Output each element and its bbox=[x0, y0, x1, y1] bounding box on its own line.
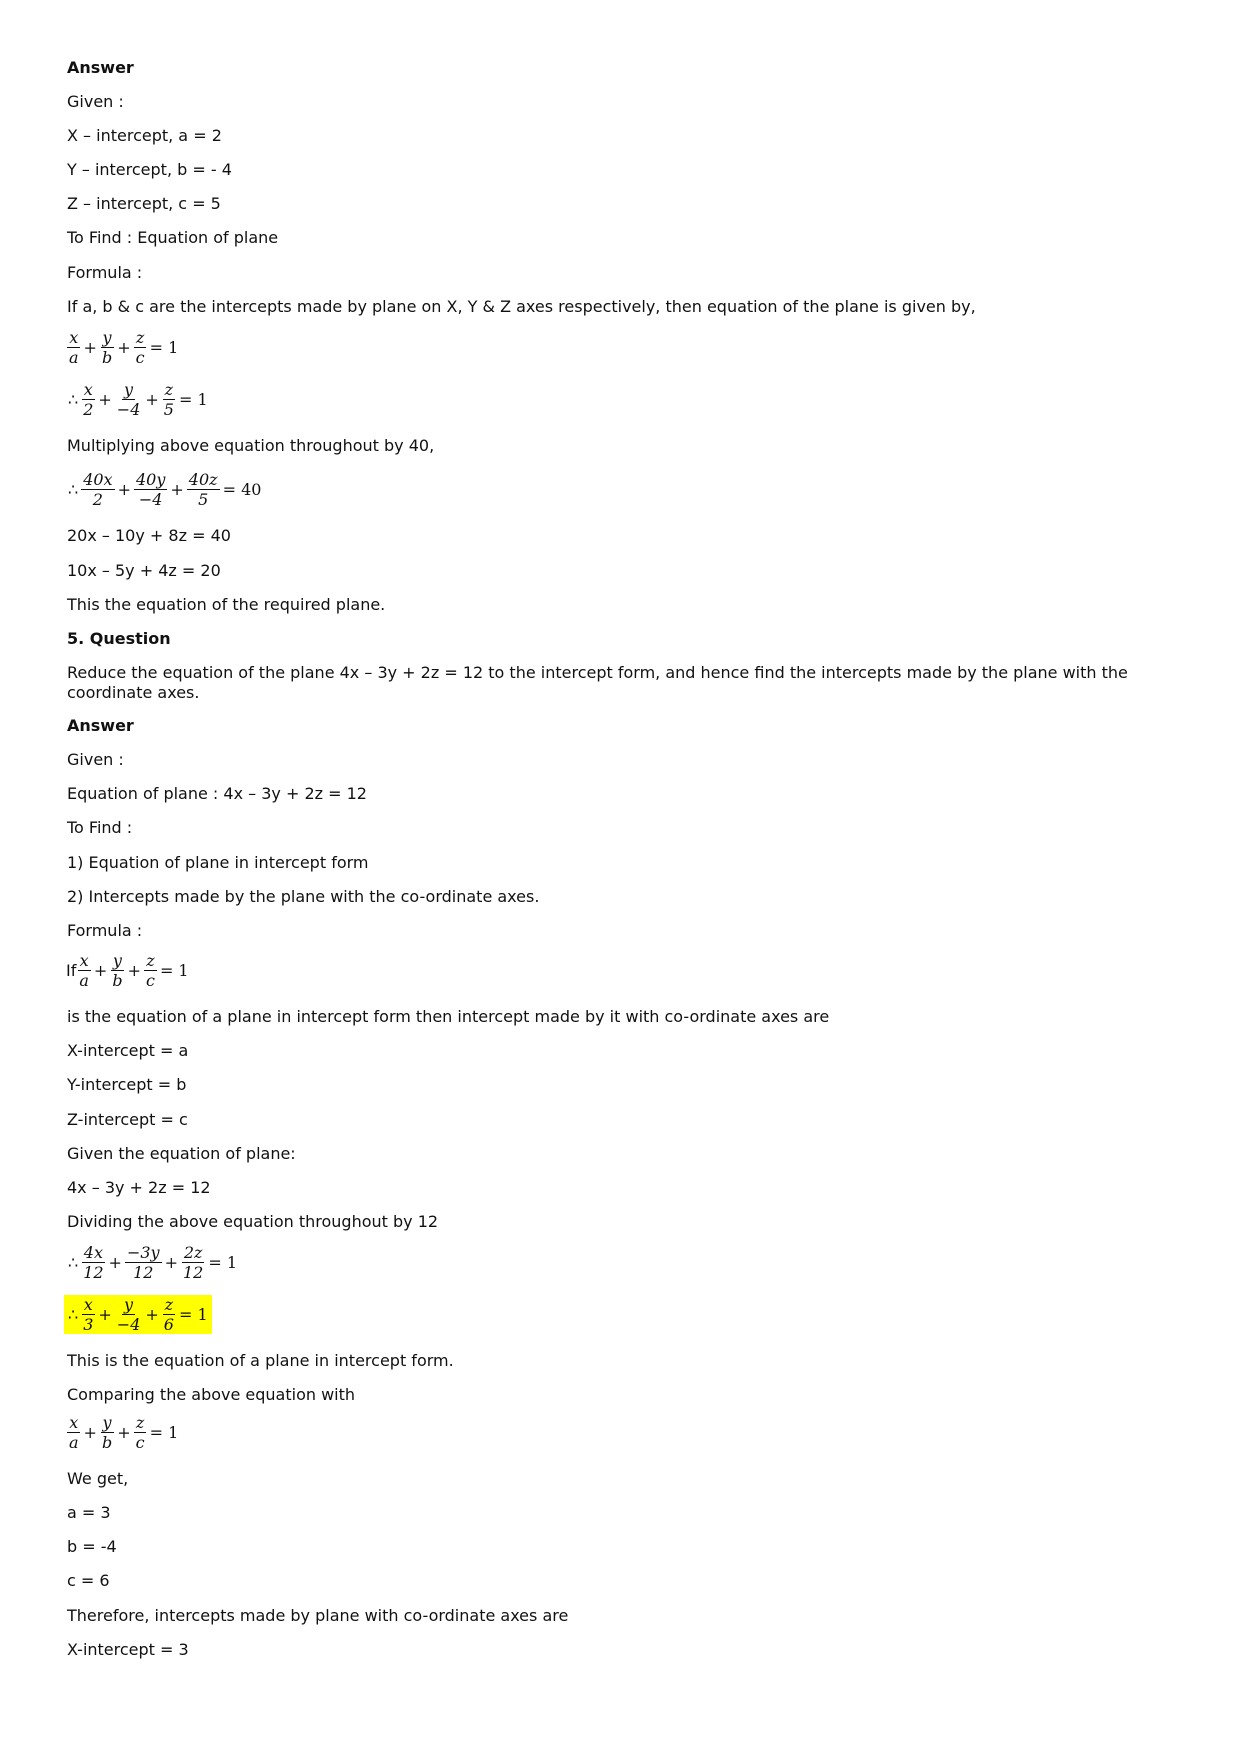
comparison-equation: $\frac{x}{a}$ + $\frac{y}{b}$ + $\frac{z}{c}$ = 1 bbox=[69, 1413, 179, 1452]
x-intercept-a: X-intercept = a bbox=[67, 1041, 189, 1060]
given-equation-label: Given the equation of plane: bbox=[67, 1144, 296, 1163]
given-label-2: Given : bbox=[67, 750, 124, 769]
intercept-form-result: This is the equation of a plane in intercept form. bbox=[67, 1351, 454, 1370]
step-line-1: 20x – 10y + 8z = 40 bbox=[67, 526, 231, 545]
dividing-line: Dividing the above equation throughout by 12 bbox=[67, 1212, 439, 1231]
formula-label: Formula : bbox=[67, 263, 143, 282]
find-item-2: 2) Intercepts made by the plane with the co-ordinate axes. bbox=[67, 887, 540, 906]
equation-of-plane-line: Equation of plane : 4x – 3y + 2z = 12 bbox=[67, 784, 367, 803]
to-find-label: To Find : bbox=[67, 818, 133, 837]
z-intercept-c: Z-intercept = c bbox=[67, 1110, 188, 1129]
result-line: This the equation of the required plane. bbox=[67, 595, 386, 614]
answer-heading-2: Answer bbox=[67, 716, 134, 735]
divided-equation: ∴ $\frac{4x}{12}$ + $\frac{-3y}{12}$ + $\frac{2z}{12}$ = 1 bbox=[68, 1243, 238, 1282]
c-value: c = 6 bbox=[67, 1571, 110, 1590]
given-label: Given : bbox=[67, 92, 124, 111]
x-intercept-result: X-intercept = 3 bbox=[67, 1640, 189, 1659]
y-intercept-b: Y-intercept = b bbox=[67, 1075, 187, 1094]
comparing-line: Comparing the above equation with bbox=[67, 1385, 356, 1404]
a-value: a = 3 bbox=[67, 1503, 111, 1522]
question-heading: 5. Question bbox=[67, 629, 171, 648]
question-text: Reduce the equation of the plane 4x – 3y + 2z = 12 to the intercept form, and hence find the intercepts made by the plane with the coordinate axes. bbox=[67, 663, 1128, 702]
general-intercept-equation: $\frac{x}{a}$ + $\frac{y}{b}$ + $\frac{z}{c}$ = 1 bbox=[69, 328, 179, 367]
intercept-form-formula: If $\frac{x}{a}$ + $\frac{y}{b}$ + $\frac{z}{c}$ = 1 bbox=[66, 951, 189, 990]
b-value: b = -4 bbox=[67, 1537, 117, 1556]
answer-heading: Answer bbox=[67, 58, 134, 77]
z-intercept-line: Z – intercept, c = 5 bbox=[67, 194, 221, 213]
we-get-line: We get, bbox=[67, 1469, 129, 1488]
substituted-equation: ∴ $\frac{x}{2}$ + $\frac{y}{-4}$ + $\frac{z}{5}$ = 1 bbox=[68, 380, 208, 419]
y-intercept-line: Y – intercept, b = - 4 bbox=[67, 160, 232, 179]
given-equation: 4x – 3y + 2z = 12 bbox=[67, 1178, 211, 1197]
multiply-line: Multiplying above equation throughout by 40, bbox=[67, 436, 435, 455]
step-line-2: 10x – 5y + 4z = 20 bbox=[67, 561, 221, 580]
formula-label-2: Formula : bbox=[67, 921, 143, 940]
multiplied-equation: ∴ $\frac{40x}{2}$ + $\frac{40y}{-4}$ + $\frac{40z}{5}$ = 40 bbox=[68, 470, 262, 509]
find-item-1: 1) Equation of plane in intercept form bbox=[67, 853, 369, 872]
x-intercept-line: X – intercept, a = 2 bbox=[67, 126, 222, 145]
intercept-description: is the equation of a plane in intercept form then intercept made by it with co-ordinate axes are bbox=[67, 1007, 830, 1026]
formula-description: If a, b & c are the intercepts made by plane on X, Y & Z axes respectively, then equation of the plane is given by, bbox=[67, 297, 976, 316]
highlighted-intercept-equation: ∴ $\frac{x}{3}$ + $\frac{y}{-4}$ + $\frac{z}{6}$ = 1 bbox=[64, 1295, 212, 1334]
to-find-line: To Find : Equation of plane bbox=[67, 228, 279, 247]
therefore-line: Therefore, intercepts made by plane with co-ordinate axes are bbox=[67, 1606, 569, 1625]
